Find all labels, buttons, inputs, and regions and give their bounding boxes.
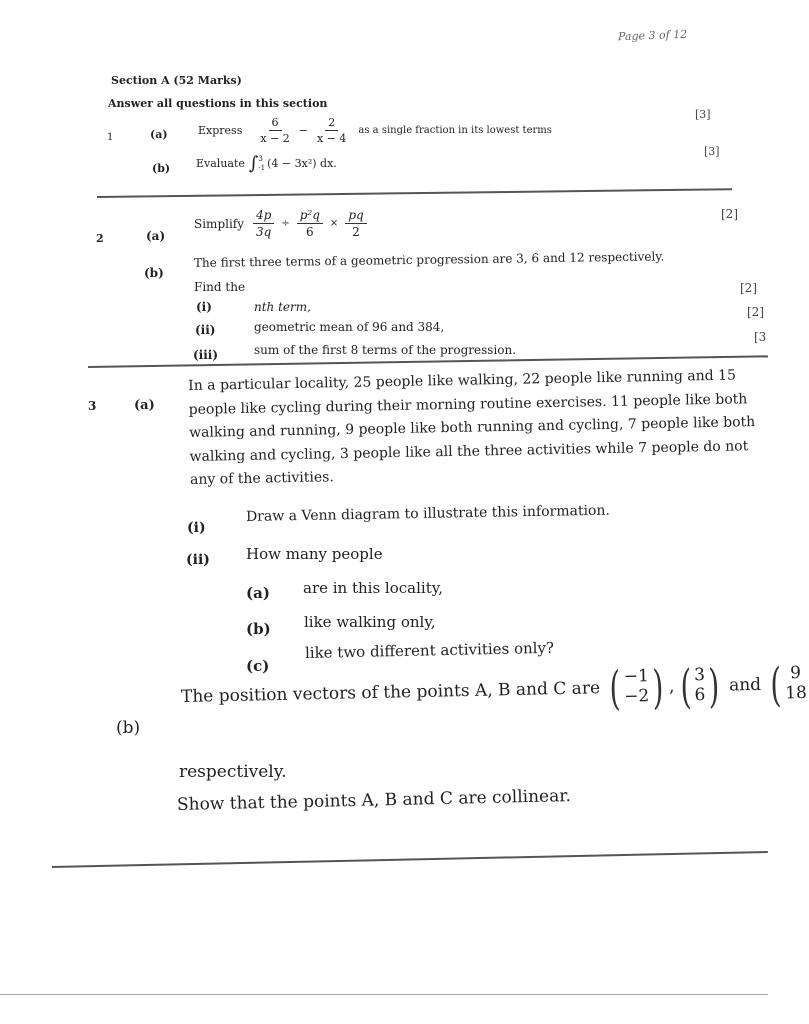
vector-b — [676, 658, 724, 714]
question-number: 3 — [88, 399, 97, 413]
q1a-suffix: as a single fraction in its lowest terms — [358, 125, 552, 136]
paragraph-line: people like cycling during their morning routine exercises. 11 people like both — [188, 390, 748, 418]
question-number: 1 — [107, 132, 114, 143]
paragraph-line: any of the activities. — [189, 469, 335, 488]
q3a-paragraph — [188, 364, 756, 492]
item-text: nth term, — [254, 300, 311, 314]
vector-c — [767, 657, 808, 712]
section-title: Section A (52 Marks) — [111, 74, 242, 87]
part-label: (b) — [116, 718, 141, 738]
numerator: p²q — [297, 208, 323, 224]
vector-top: −1 — [623, 666, 650, 688]
paragraph-line: In a particular locality, 25 people like walking, 22 people like running and 15 — [188, 367, 737, 394]
item-text: Draw a Venn diagram to illustrate this information. — [245, 502, 611, 525]
question-number: 2 — [96, 232, 104, 245]
q3b-line3: Show that the points A, B and C are collinear. — [176, 786, 572, 815]
fraction — [253, 208, 274, 239]
q3b-prefix: The position vectors of the points A, B and C are — [180, 678, 601, 707]
numerator: 4p — [253, 208, 274, 224]
sub-label: (b) — [246, 620, 271, 638]
denominator: 2 — [352, 225, 360, 239]
marks: [3] — [695, 108, 711, 121]
vector-components — [624, 668, 650, 708]
integrand: (4 − 3x²) dx. — [267, 157, 337, 170]
marks: [3] — [704, 145, 720, 158]
vector-components — [694, 666, 706, 705]
right-paren: ) — [652, 659, 664, 715]
fraction — [314, 116, 349, 145]
right-paren: ) — [708, 658, 721, 713]
item-label: (iii) — [193, 348, 219, 362]
sub-text: like two different activities only? — [304, 638, 555, 662]
part-label: (b) — [144, 266, 164, 280]
part-label: (a) — [134, 398, 155, 413]
and-word: and — [728, 674, 762, 696]
denominator: 3q — [256, 225, 272, 239]
numerator: 6 — [269, 116, 282, 131]
lower-limit: -1 — [258, 163, 266, 172]
paragraph-line: walking and cycling, 3 people like all the three activities while 7 people do not — [189, 437, 749, 465]
q3b-line2: respectively. — [179, 762, 287, 782]
vector-components — [785, 664, 807, 704]
paragraph-line: walking and running, 9 people like both running and cycling, 7 people like both — [188, 414, 756, 441]
integral-limits — [258, 155, 265, 172]
q2a-line — [194, 208, 370, 239]
q1b-prefix: Evaluate — [196, 157, 245, 170]
sub-text: like walking only, — [304, 613, 436, 631]
item-label: (i) — [196, 300, 212, 314]
item-text: sum of the first 8 terms of the progression. — [254, 343, 517, 357]
divider — [52, 851, 768, 867]
q3b-line1 — [180, 657, 809, 720]
item-label: (ii) — [186, 552, 210, 568]
fraction — [297, 208, 323, 239]
item-label: (i) — [187, 520, 206, 536]
vector-a — [606, 659, 668, 716]
bottom-edge — [0, 994, 768, 995]
vector-top: 3 — [693, 665, 706, 686]
numerator: pq — [345, 208, 366, 224]
item-text: geometric mean of 96 and 384, — [254, 320, 445, 334]
comma: , — [668, 676, 675, 697]
integral-sign: ∫ — [248, 153, 259, 174]
left-paren: ( — [770, 657, 782, 712]
marks: [2] — [747, 305, 764, 319]
vector-bottom: 18 — [785, 682, 808, 704]
item-label: (ii) — [195, 323, 216, 337]
divider — [97, 188, 732, 197]
page-number: Page 3 of 12 — [617, 27, 688, 44]
part-label: (a) — [150, 128, 168, 141]
denominator: 6 — [306, 225, 314, 239]
fraction — [345, 208, 366, 239]
fraction — [257, 116, 292, 145]
sub-label: (a) — [246, 584, 270, 602]
item-text: How many people — [246, 545, 383, 563]
left-paren: ( — [679, 659, 692, 714]
denominator: x − 2 — [260, 132, 290, 145]
left-paren: ( — [609, 660, 621, 716]
numerator: 2 — [325, 116, 338, 131]
part-label: (b) — [152, 162, 171, 175]
q1b-line — [196, 153, 337, 174]
section-instruction: Answer all questions in this section — [108, 97, 328, 110]
divide-sign: ÷ — [281, 218, 290, 229]
q1a-line — [198, 116, 552, 145]
sub-label: (c) — [246, 657, 270, 675]
minus-sign: − — [298, 124, 308, 137]
q1a-prefix: Express — [198, 124, 243, 137]
q2a-prefix: Simplify — [194, 216, 245, 231]
marks: [2] — [740, 281, 757, 295]
q2b-line2: Find the — [194, 280, 246, 294]
marks: [2] — [721, 207, 738, 221]
multiply-sign: × — [329, 218, 339, 229]
vector-top: 9 — [789, 663, 802, 684]
part-label: (a) — [146, 229, 166, 243]
q2b-line1: The first three terms of a geometric progression are 3, 6 and 12 respectively. — [193, 249, 665, 270]
marks: [3 — [754, 330, 767, 344]
upper-limit: 3 — [258, 155, 263, 164]
sub-text: are in this locality, — [303, 579, 443, 597]
denominator: x − 4 — [316, 132, 347, 145]
vector-bottom: −2 — [623, 686, 650, 707]
vector-bottom: 6 — [694, 685, 706, 706]
